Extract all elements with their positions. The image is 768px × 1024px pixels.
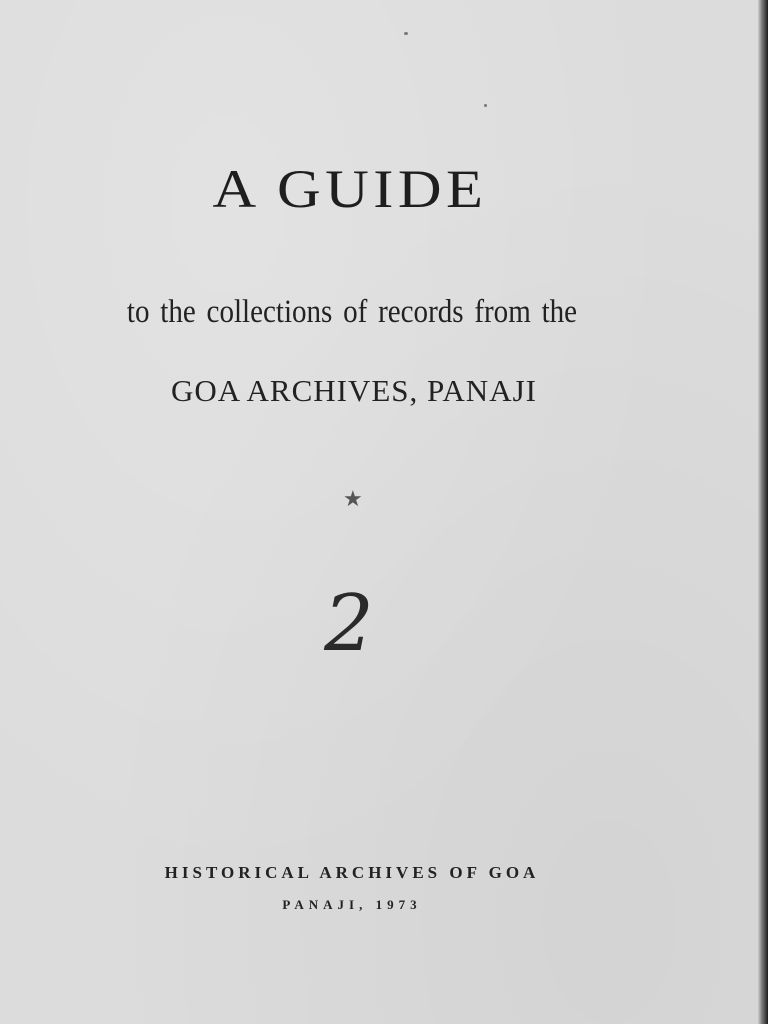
imprint-line: PANAJI, 1973 — [282, 897, 422, 912]
archive-name: GOA ARCHIVES, PANAJI — [171, 373, 537, 408]
publisher-name: HISTORICAL ARCHIVES OF GOA — [164, 863, 540, 882]
document-subtitle: to the collections of records from the — [126, 294, 578, 330]
volume-number: 2 — [324, 579, 374, 669]
paper-speck — [484, 104, 487, 107]
paper-speck — [404, 32, 408, 35]
page-edge-shadow — [758, 0, 768, 1024]
document-title: A GUIDE — [212, 159, 488, 219]
star-ornament-icon: ★ — [343, 487, 363, 512]
